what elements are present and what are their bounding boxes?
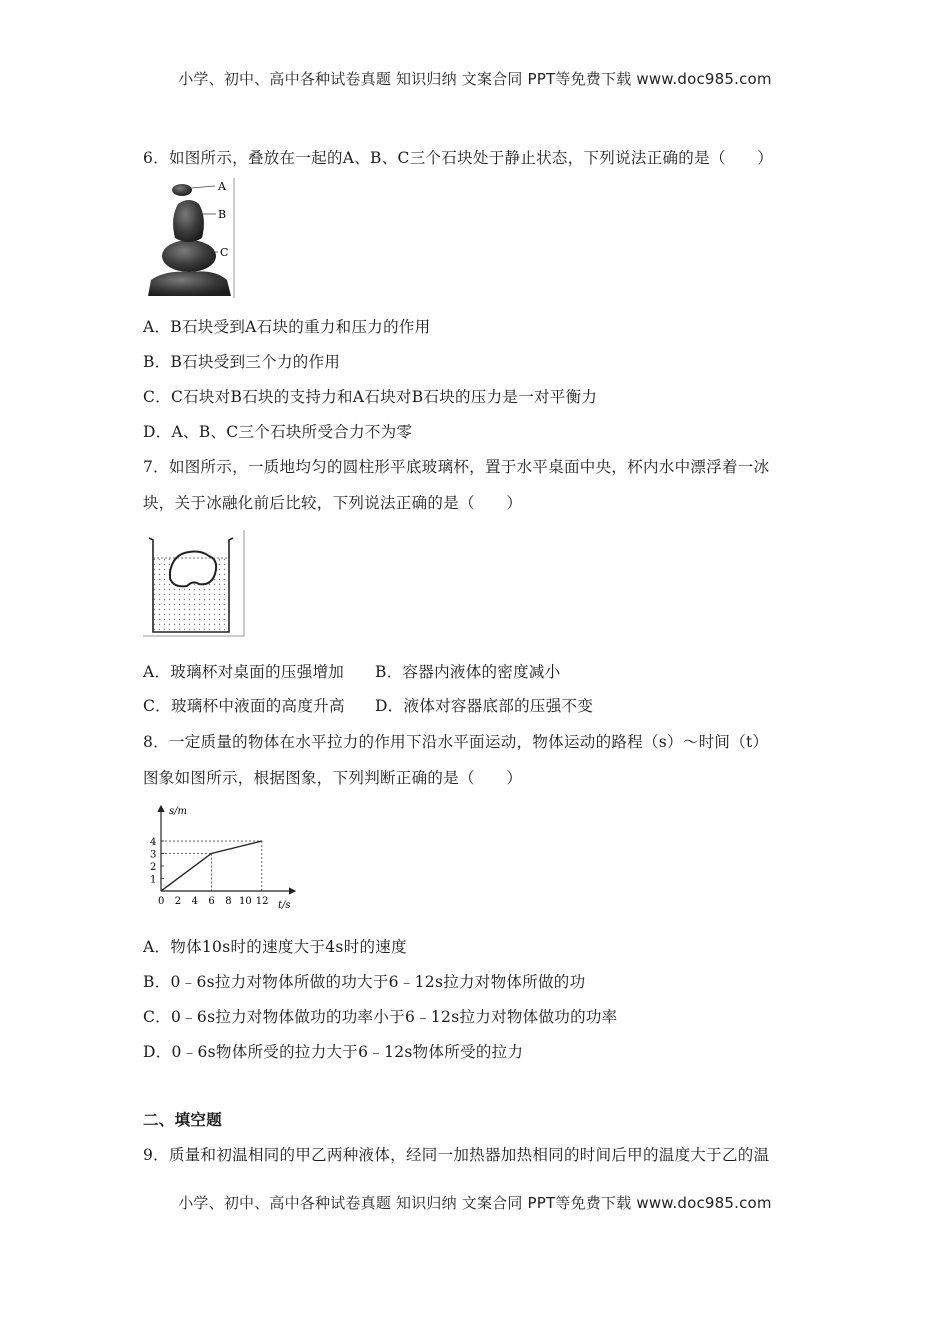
q7-options-row1 — [143, 660, 561, 682]
q6-stem: 6．如图所示，叠放在一起的A、B、C三个石块处于静止状态，下列说法正确的是（ ） — [143, 149, 774, 167]
glass-with-ice-figure — [143, 528, 248, 638]
ice-block — [170, 552, 216, 587]
label-a: A — [218, 180, 226, 193]
x-tick-label: 12 — [255, 896, 269, 907]
x-tick-label: 4 — [191, 896, 198, 907]
x-axis-label: t/s — [278, 900, 291, 911]
stone-b — [173, 200, 204, 242]
q7-option-c: C．玻璃杯中液面的高度升高 — [143, 697, 345, 715]
q6-option-b: B．B石块受到三个力的作用 — [143, 353, 341, 371]
q6-option-c: C．C石块对B石块的支持力和A石块对B石块的压力是一对平衡力 — [143, 388, 598, 406]
q7-stem-line1: 7．如图所示，一质地均匀的圆柱形平底玻璃杯，置于水平桌面中央，杯内水中漂浮着一冰 — [143, 458, 770, 476]
y-tick-label: 1 — [150, 874, 157, 886]
s-t-graph — [143, 800, 303, 915]
q9-stem-line1: 9．质量和初温相同的甲乙两种液体，经同一加热器加热相同的时间后甲的温度大于乙的温 — [143, 1146, 770, 1164]
section-title: 二、填空题 — [143, 1111, 223, 1129]
q8-stem-line1: 8．一定质量的物体在水平拉力的作用下沿水平面运动，物体运动的路程（s）～时间（t） — [143, 733, 769, 751]
y-tick-label: 3 — [150, 849, 157, 861]
q8-option-c: C．0﹣6s拉力对物体做功的功率小于6﹣12s拉力对物体做功的功率 — [143, 1008, 618, 1026]
q8-option-b: B．0﹣6s拉力对物体所做的功大于6﹣12s拉力对物体所做的功 — [143, 973, 586, 991]
x-tick-label: 6 — [208, 896, 215, 907]
y-tick-label: 4 — [150, 837, 157, 848]
x-tick-label: 10 — [239, 896, 252, 907]
q7-option-a: A．玻璃杯对桌面的压强增加 — [143, 663, 345, 681]
label-b: B — [218, 208, 227, 221]
q8-stem-line2: 图象如图所示，根据图象，下列判断正确的是（ ） — [143, 769, 523, 787]
page-header: 小学、初中、高中各种试卷真题 知识归纳 文案合同 PPT等免费下载 www.doc985.com — [178, 70, 772, 88]
q8-option-d: D．0﹣6s物体所受的拉力大于6﹣12s物体所受的拉力 — [143, 1043, 524, 1061]
stone-a — [172, 184, 192, 196]
q7-options-row2 — [143, 694, 593, 716]
q6-option-a: A．B石块受到A石块的重力和压力的作用 — [143, 318, 431, 336]
label-c: C — [220, 246, 229, 259]
ground-rock — [148, 271, 231, 296]
page-footer: 小学、初中、高中各种试卷真题 知识归纳 文案合同 PPT等免费下载 www.doc985.com — [178, 1194, 772, 1212]
y-axis-label: s/m — [169, 806, 187, 817]
q7-option-d: D．液体对容器底部的压强不变 — [375, 697, 594, 715]
x-tick-label: 8 — [225, 896, 232, 907]
q6-option-d: D．A、B、C三个石块所受合力不为零 — [143, 423, 413, 441]
x-tick-label: 0 — [158, 896, 165, 907]
stone-c — [162, 240, 216, 272]
q7-stem-line2: 块，关于冰融化前后比较，下列说法正确的是（ ） — [143, 494, 523, 512]
x-tick-label: 2 — [174, 896, 182, 907]
q8-option-a: A．物体10s时的速度大于4s时的速度 — [143, 938, 407, 956]
stacked-stones-figure — [145, 176, 240, 300]
y-tick-label: 2 — [150, 862, 157, 873]
q7-option-b: B．容器内液体的密度减小 — [375, 663, 561, 681]
